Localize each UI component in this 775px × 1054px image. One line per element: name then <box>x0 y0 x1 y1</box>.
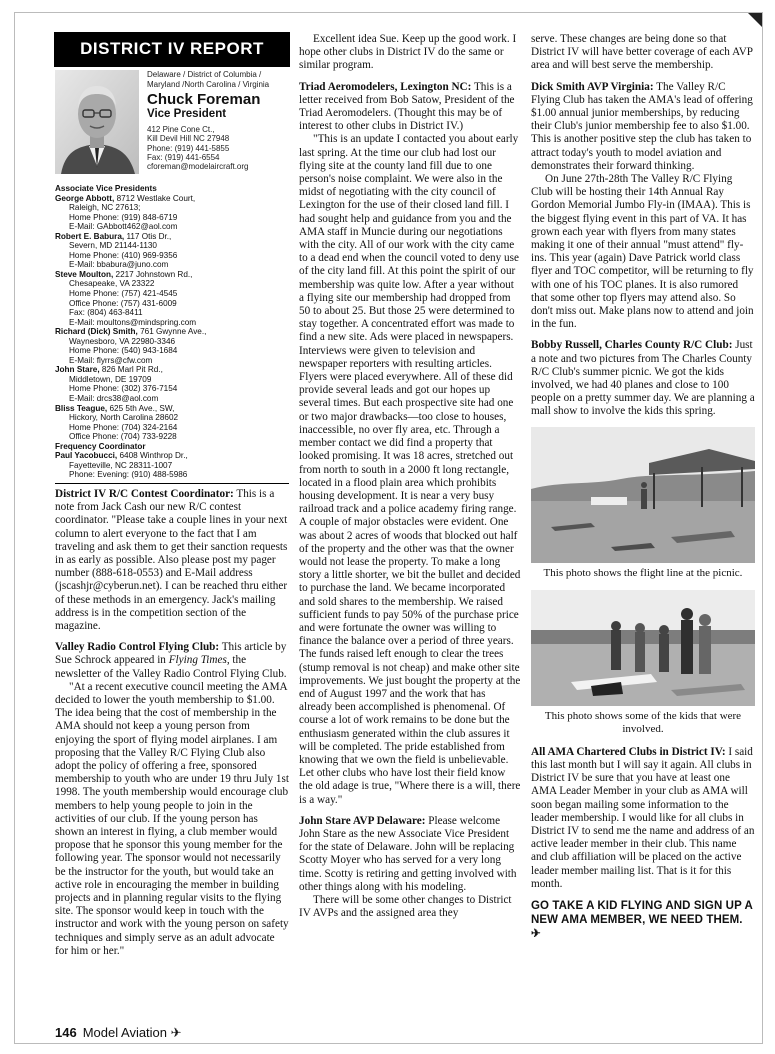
section-heading: All AMA Chartered Clubs in District IV: <box>531 745 726 758</box>
person-line: Phone: Evening: (910) 488-5986 <box>69 470 188 480</box>
person-line: Hickory, North Carolina 28602 <box>69 413 179 423</box>
person-line: Home Phone: (919) 848-6719 <box>69 212 178 222</box>
person-line: E-Mail: moultons@mindspring.com <box>69 317 197 327</box>
vp-address <box>147 125 289 171</box>
person-line: 117 Otis Dr., <box>126 231 172 241</box>
paragraph-text: This article by Sue Schrock appeared in <box>55 641 287 667</box>
paragraph <box>531 746 755 891</box>
district-region-line: Maryland /North Carolina / Virginia <box>147 79 270 89</box>
address-line: Kill Devil Hill NC 27948 <box>147 134 230 144</box>
section-heading: Bobby Russell, Charles County R/C Club: <box>531 339 733 352</box>
person-name: Robert E. Babura, <box>55 231 125 241</box>
flight-line-photo <box>531 427 755 563</box>
phone-line: Phone: (919) 441-5855 <box>147 143 230 153</box>
paragraph <box>299 815 521 894</box>
person-line: 826 Marl Pit Rd., <box>101 365 163 375</box>
section-heading: John Stare AVP Delaware: <box>299 814 426 827</box>
paragraph <box>55 488 289 633</box>
paragraph-text: Just a note and two pictures from The Charles County R/C Club's summer picnic. We got the kids involved, we had 40 planes and close to 100 people on a pretty summer day. We are planning a mall show to involve the kids this spring. <box>531 339 755 418</box>
district-report-banner: DISTRICT IV REPORT <box>55 33 289 66</box>
person-name: Bliss Teague, <box>55 403 108 413</box>
section-heading: Dick Smith AVP Virginia: <box>531 80 654 93</box>
associate-vp-directory <box>55 184 289 484</box>
magazine-name: Model Aviation <box>82 1025 168 1040</box>
kids-photo <box>531 590 755 706</box>
vp-profile <box>55 70 289 178</box>
paragraph: "At a recent executive council meeting the AMA decided to lower the youth membership to $1.00. The idea being that the cost of membership in the AMA should not keep a young person from enjoying the sport of flying model airplanes. I am proposing that the Valley R/C Flying Club also adopt the policy of offering a free, sponsored membership to youth who are under 19 thru July 1st 1998. The youth membership would encourage club members to help young people to join in the activities of our club. If the young person has shown an interest in flying, a club member would propose that he sponsor this young member for the following year. The sponsor would not necessarily be the instructor for the youth, but would take an active role in encouraging the member in building projects and in planning regular visits to the flying site. The sponsor would keep in touch with the instructor and work with the young person on safety techniques and simply serve as an adult advocate for him or her." <box>55 680 289 957</box>
associate-vp-heading: Associate Vice Presidents <box>55 184 157 193</box>
person-line: 8712 Westlake Court, <box>116 193 196 203</box>
associate-vp-entry <box>55 270 289 327</box>
person-name: Paul Yacobucci, <box>55 451 118 461</box>
section-heading: Valley Radio Control Flying Club: <box>55 641 220 654</box>
associate-vp-entry <box>55 232 289 270</box>
person-line: Office Phone: (704) 733-9228 <box>69 432 177 442</box>
person-line: Raleigh, NC 27613; <box>69 203 141 213</box>
column-left <box>55 33 289 966</box>
closing-call-to-action <box>531 899 755 941</box>
vp-name: Chuck Foreman <box>147 91 261 108</box>
airplane-icon: ✈ <box>531 927 541 940</box>
associate-vp-entry <box>55 327 289 365</box>
address-line: 412 Pine Cone Ct., <box>147 125 215 134</box>
person-line: Home Phone: (704) 324-2164 <box>69 422 178 432</box>
photo-caption: This photo shows the flight line at the picnic. <box>543 566 743 579</box>
paragraph-text: I said this last month but I will say it again. All clubs in District IV be sure that you have at least one AMA Leader Member in your club as AMA will soon began mailing some information to the leader membership. I would like for all clubs in District IV to send me the name and address of an active leader member in their club. This name and club affiliation will be placed on the active leader member mailing list. That is it for this month. <box>531 745 755 890</box>
person-line: 625 5th Ave., SW, <box>109 403 175 413</box>
frequency-coordinator-heading: Frequency Coordinator <box>55 441 146 451</box>
person-line: Chesapeake, VA 23322 <box>69 279 155 289</box>
paragraph <box>299 81 521 134</box>
column-middle-text <box>299 33 521 920</box>
column-middle <box>299 33 521 928</box>
email-line: cforeman@modelaircraft.org <box>147 162 249 172</box>
vp-portrait-photo <box>55 70 139 174</box>
paragraph <box>531 81 755 173</box>
magazine-page <box>14 12 763 1044</box>
paragraph: "This is an update I contacted you about early last spring. At the time our club had lost our flying site at the county land fill due to one person's noise complaint. We were also in the midst of negotiating with the city council of Lexington for the use of their closed land fill. I had sought help and guidance from you and the AMA staff in Muncie during our negotiations with the city. All of our work with the city came to a dead end when the council voted to deny use of the city land fill. At this point the spirit of our membership was quite low. After a year without a flying site our membership had dropped from 50 to about 25. But those 25 were determined to stay together. A concentrated effort was made to find a new site. Ads were placed in newspapers. Interviews were given to television and newspaper reporters with resulting articles. Flyers were placed everywhere. All of these did provide several leads and got our hopes up several times. But each prospective site had one or two major drawbacks—too close to houses, inaccessible, no over fly area, etc. Through a member contact we did find a property that looked promising. It was 18 acres, stretched out from north to south in a 2000 ft long rectangle, located in a flood plain area which prohibits housing development. It is near a very busy railroad track and a police academy firing range. A couple of major obstacles were evident. One was about 2 acres of woods that blocked out half of the property and the other was that the owner would not lease the property. To make a long story a little shorter, we bit the bullet and decided to purchase the land. We became incorporated and sold shares to the membership. We raised sufficient funds to pay 50% of the purchase price and were fortunate the owner was willing to finance the balance over a period of three years. The funds raised left enough to clear the trees (stump removal is not cheap) and make other site improvements. We just bought the property at the end of August 1997 and the work that has already been accomplished is phenomenal. Of course a lot of work remains to be done but the enthusiasm generated within the club assures it will be completed. The pride established from knowing that we own the field is unbelievable. Let other clubs who have lost their field know the old adage is true, "Where there is a will, there is a way." <box>299 133 521 806</box>
person-name: Richard (Dick) Smith, <box>55 327 138 337</box>
person-line: Fayetteville, NC 28311-1007 <box>69 460 173 470</box>
person-line: Waynesboro, VA 22980-3346 <box>69 336 176 346</box>
column-left-text <box>55 488 289 958</box>
newsletter-title: Flying Times, <box>168 654 230 667</box>
person-name: John Stare, <box>55 365 100 375</box>
person-line: E-Mail: GAbbott462@aol.com <box>69 222 178 232</box>
photo-caption: This photo shows some of the kids that were involved. <box>544 709 742 735</box>
person-line: Office Phone: (757) 431-6009 <box>69 298 177 308</box>
section-heading: Triad Aeromodelers, Lexington NC: <box>299 80 472 93</box>
associate-vp-entry <box>55 365 289 403</box>
column-right-text-2 <box>531 746 755 891</box>
person-line: Fax: (804) 463-8411 <box>69 308 143 318</box>
page-corner-mark <box>748 13 762 27</box>
paragraph-text: The Valley R/C Flying Club has taken the AMA's lead of offering $1.00 annual junior memberships, by reducing their Club's junior membership fee to also $1.00. This is another positive step the club has taken to attract today's youth to model aviation and demonstrates their forward thinking. <box>531 80 753 172</box>
person-line: Home Phone: (302) 376-7154 <box>69 384 178 394</box>
person-line: Middletown, DE 19709 <box>69 374 152 384</box>
paragraph-text: This is a note from Jack Cash our new R/C contest coordinator. "Please take a couple lines in your next column to alert everyone to the fact that I am traveling and ask them to get their sanction requests in as early as possible. Also please post my pager number (888-618-0553) and E-Mail address (jscashjr@cyberun.net). I can be reached thru either of these methods in an emergency. Jack's mailing address is in the competition section of the magazine. <box>55 487 288 632</box>
vp-title: Vice President <box>147 108 227 120</box>
page-number: 146 <box>55 1025 77 1040</box>
person-name: George Abbott, <box>55 193 115 203</box>
person-line: Home Phone: (410) 969-9356 <box>69 250 178 260</box>
paragraph <box>55 641 289 681</box>
paragraph: On June 27th-28th The Valley R/C Flying Club will be hosting their 14th Annual Ray Gordon Memorial Jumbo Fly-in (IMAA). This is the biggest flying event in this part of VA. It has grown each year with flyers from many states making it one of their annual "must attend" fly-ins. This year (again) Dave Patrick world class flyer and TOC competitor, will be returning to fly with one of his TOC planes. It is also rumored that some other top flyers may attend also. So don't miss out. Make plans now to attend and join in the fun. <box>531 173 754 331</box>
paragraph-text: the newsletter of the Valley Radio Control Flying Club. <box>55 654 287 680</box>
person-line: E-Mail: bbabura@juno.com <box>69 260 169 270</box>
vp-contact-block <box>147 70 289 171</box>
person-name: Steve Moulton, <box>55 269 114 279</box>
column-right <box>531 33 755 941</box>
person-line: Severn, MD 21144-1130 <box>69 241 157 251</box>
paragraph-text: Please welcome John Stare as the new Associate Vice President for the state of Delaware. John will be replacing Scotty Moyer who has served for a very long time. Scotty is retiring and getting involved with other things along with his modeling. <box>299 814 517 893</box>
person-line: 6408 Winthrop Dr., <box>119 451 188 461</box>
district-region-line: Delaware / District of Columbia / <box>147 70 262 79</box>
person-line: 761 Gwynne Ave., <box>140 327 207 337</box>
page-footer <box>55 1025 182 1041</box>
fax-line: Fax: (919) 441-6554 <box>147 152 220 162</box>
paragraph: serve. These changes are being done so that District IV will have better coverage of each AVP area and will best serve the membership. <box>531 33 753 72</box>
person-line: E-Mail: drcs38@aol.com <box>69 394 159 404</box>
airplane-icon: ✈ <box>170 1025 182 1040</box>
person-line: Home Phone: (540) 943-1684 <box>69 346 178 356</box>
associate-vp-entry <box>55 404 289 442</box>
paragraph-text: This is a letter received from Bob Satow, President of the Triad Aeromodelers. (Thought this may be of interest to other clubs in District IV.) <box>299 80 515 133</box>
closing-text: GO TAKE A KID FLYING AND SIGN UP A NEW AMA MEMBER, WE NEED THEM. <box>531 899 753 926</box>
person-line: 2217 Johnstown Rd., <box>115 269 193 279</box>
person-line: E-Mail: flyrrs@cfw.com <box>69 355 153 365</box>
associate-vp-entry <box>55 194 289 232</box>
paragraph: There will be some other changes to District IV AVPs and the assigned area they <box>299 894 512 920</box>
section-heading: District IV R/C Contest Coordinator: <box>55 487 234 500</box>
paragraph <box>531 339 755 418</box>
person-line: Home Phone: (757) 421-4545 <box>69 289 178 299</box>
associate-vp-list <box>55 194 289 442</box>
paragraph: Excellent idea Sue. Keep up the good work. I hope other clubs in District IV do the same or similar program. <box>299 33 517 72</box>
column-right-text <box>531 33 755 419</box>
frequency-coordinator-entry <box>55 451 289 480</box>
